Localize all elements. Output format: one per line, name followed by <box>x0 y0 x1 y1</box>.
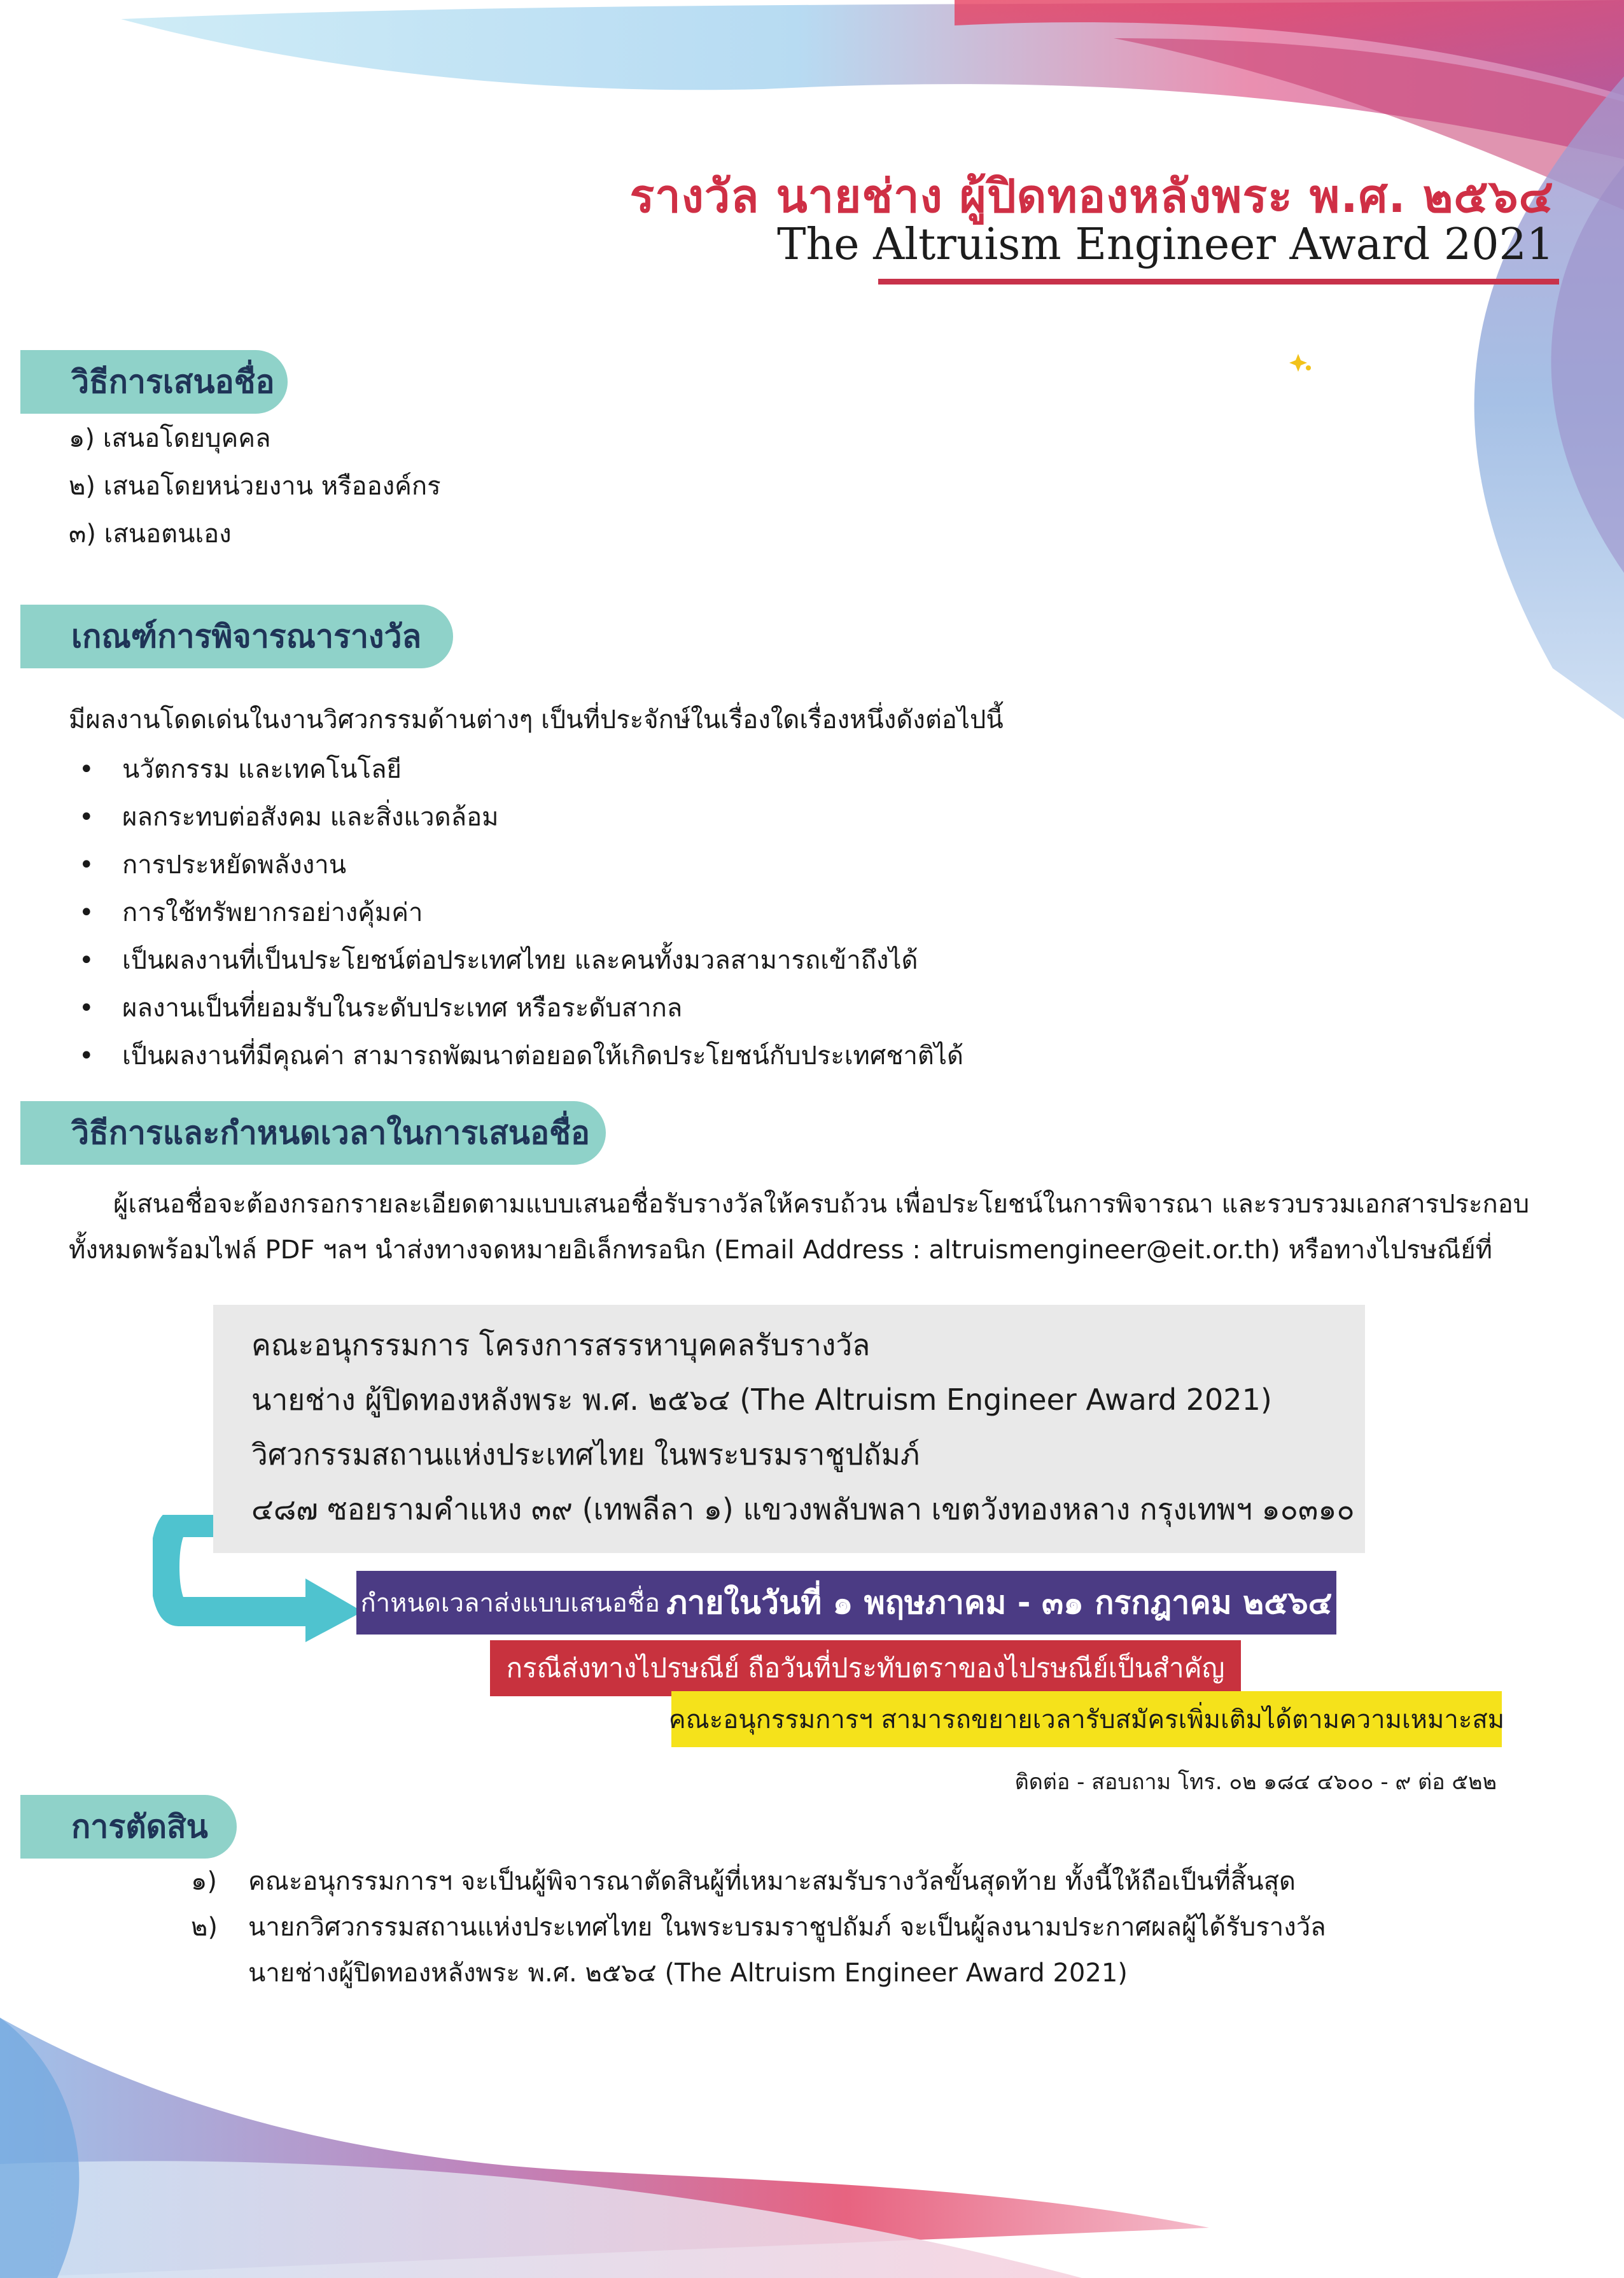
title-underline <box>878 279 1559 285</box>
process-paragraph-line-2: ทั้งหมดพร้อมไฟล์ PDF ฯลฯ นำส่งทางจดหมายอิเล็กทรอนิก (Email Address : altruismengineer@eit.or.th) หรือทางไปรษณีย์ที่ <box>69 1235 1492 1265</box>
postmark-note-banner: กรณีส่งทางไปรษณีย์ ถือวันที่ประทับตราของไปรษณีย์เป็นสำคัญ <box>490 1640 1241 1696</box>
list-item: • เป็นผลงานที่เป็นประโยชน์ต่อประเทศไทย และคนทั้งมวลสามารถเข้าถึงได้ <box>46 937 963 985</box>
heading-nomination-process: วิธีการและกำหนดเวลาในการเสนอชื่อ <box>20 1101 606 1165</box>
list-item-continuation <box>191 1950 1326 1996</box>
list-item: ๒) เสนอโดยหน่วยงาน หรือองค์กร <box>69 472 441 501</box>
item-text: นายกวิศวกรรมสถานแห่งประเทศไทย ในพระบรมราชูปถัมภ์ จะเป็นผู้ลงนามประกาศผลผู้ได้รับรางวัล <box>248 1913 1326 1942</box>
item-text: นายช่างผู้ปิดทองหลังพระ พ.ศ. ๒๕๖๔ (The Altruism Engineer Award 2021) <box>248 1958 1128 1988</box>
deadline-banner <box>356 1571 1336 1635</box>
award-title-english: The Altruism Engineer Award 2021 <box>777 220 1554 270</box>
heading-nomination-methods: วิธีการเสนอชื่อ <box>20 350 288 414</box>
list-item: ๑) เสนอโดยบุคคล <box>69 424 271 453</box>
address-line: วิศวกรรมสถานแห่งประเทศไทย ในพระบรมราชูปถัมภ์ <box>251 1437 920 1472</box>
item-number: ๑) <box>191 1867 217 1896</box>
item-number: ๒) <box>191 1913 218 1942</box>
list-item: ๓) เสนอตนเอง <box>69 519 232 549</box>
list-item: • เป็นผลงานที่มีคุณค่า สามารถพัฒนาต่อยอดให้เกิดประโยชน์กับประเทศชาติได้ <box>46 1032 963 1080</box>
criteria-intro: มีผลงานโดดเด่นในงานวิศวกรรมด้านต่างๆ เป็นที่ประจักษ์ในเรื่องใดเรื่องหนึ่งดังต่อไปนี้ <box>69 705 1004 735</box>
extension-note-banner: คณะอนุกรรมการฯ สามารถขยายเวลารับสมัครเพิ่มเติมได้ตามความเหมาะสม <box>671 1691 1502 1747</box>
list-item: • การใช้ทรัพยากรอย่างคุ้มค่า <box>46 889 963 937</box>
address-line: คณะอนุกรรมการ โครงการสรรหาบุคคลรับรางวัล <box>251 1328 871 1362</box>
item-text: คณะอนุกรรมการฯ จะเป็นผู้พิจารณาตัดสินผู้ที่เหมาะสมรับรางวัลขั้นสุดท้าย ทั้งนี้ให้ถือเป็นที่สิ้นสุด <box>248 1867 1296 1896</box>
criteria-list <box>46 746 963 1080</box>
contact-info: ติดต่อ - สอบถาม โทร. ๐๒ ๑๘๔ ๔๖๐๐ - ๙ ต่อ ๕๒๒ <box>1014 1769 1497 1795</box>
list-item: • การประหยัดพลังงาน <box>46 841 963 889</box>
award-title-thai: รางวัล นายช่าง ผู้ปิดทองหลังพระ พ.ศ. ๒๕๖๔ <box>629 169 1554 223</box>
process-paragraph-line-1: ผู้เสนอชื่อจะต้องกรอกรายละเอียดตามแบบเสนอชื่อรับรางวัลให้ครบถ้วน เพื่อประโยชน์ในการพิจารณา และรวบรวมเอกสารประกอบ <box>113 1190 1530 1219</box>
list-item <box>191 1904 1326 1950</box>
list-item: • นวัตกรรม และเทคโนโลยี <box>46 746 963 794</box>
list-item: • ผลงานเป็นที่ยอมรับในระดับประเทศ หรือระดับสากล <box>46 985 963 1032</box>
list-item: • ผลกระทบต่อสังคม และสิ่งแวดล้อม <box>46 794 963 841</box>
judging-list <box>191 1859 1326 1996</box>
address-line: ๔๘๗ ซอยรามคำแหง ๓๙ (เทพลีลา ๑) แขวงพลับพลา เขตวังทองหลาง กรุงเทพฯ ๑๐๓๑๐ <box>251 1492 1355 1526</box>
nomination-methods-list <box>69 415 441 558</box>
deadline-label: กำหนดเวลาส่งแบบเสนอชื่อ <box>360 1589 661 1618</box>
mailing-address-box <box>213 1305 1365 1553</box>
list-item <box>191 1859 1326 1904</box>
heading-award-criteria: เกณฑ์การพิจารณารางวัล <box>20 605 453 668</box>
deadline-value: ภายในวันที่ ๑ พฤษภาคม - ๓๑ กรกฎาคม ๒๕๖๔ <box>666 1584 1333 1621</box>
address-line: นายช่าง ผู้ปิดทองหลังพระ พ.ศ. ๒๕๖๔ (The Altruism Engineer Award 2021) <box>251 1382 1272 1417</box>
heading-judging: การตัดสิน <box>20 1795 237 1859</box>
